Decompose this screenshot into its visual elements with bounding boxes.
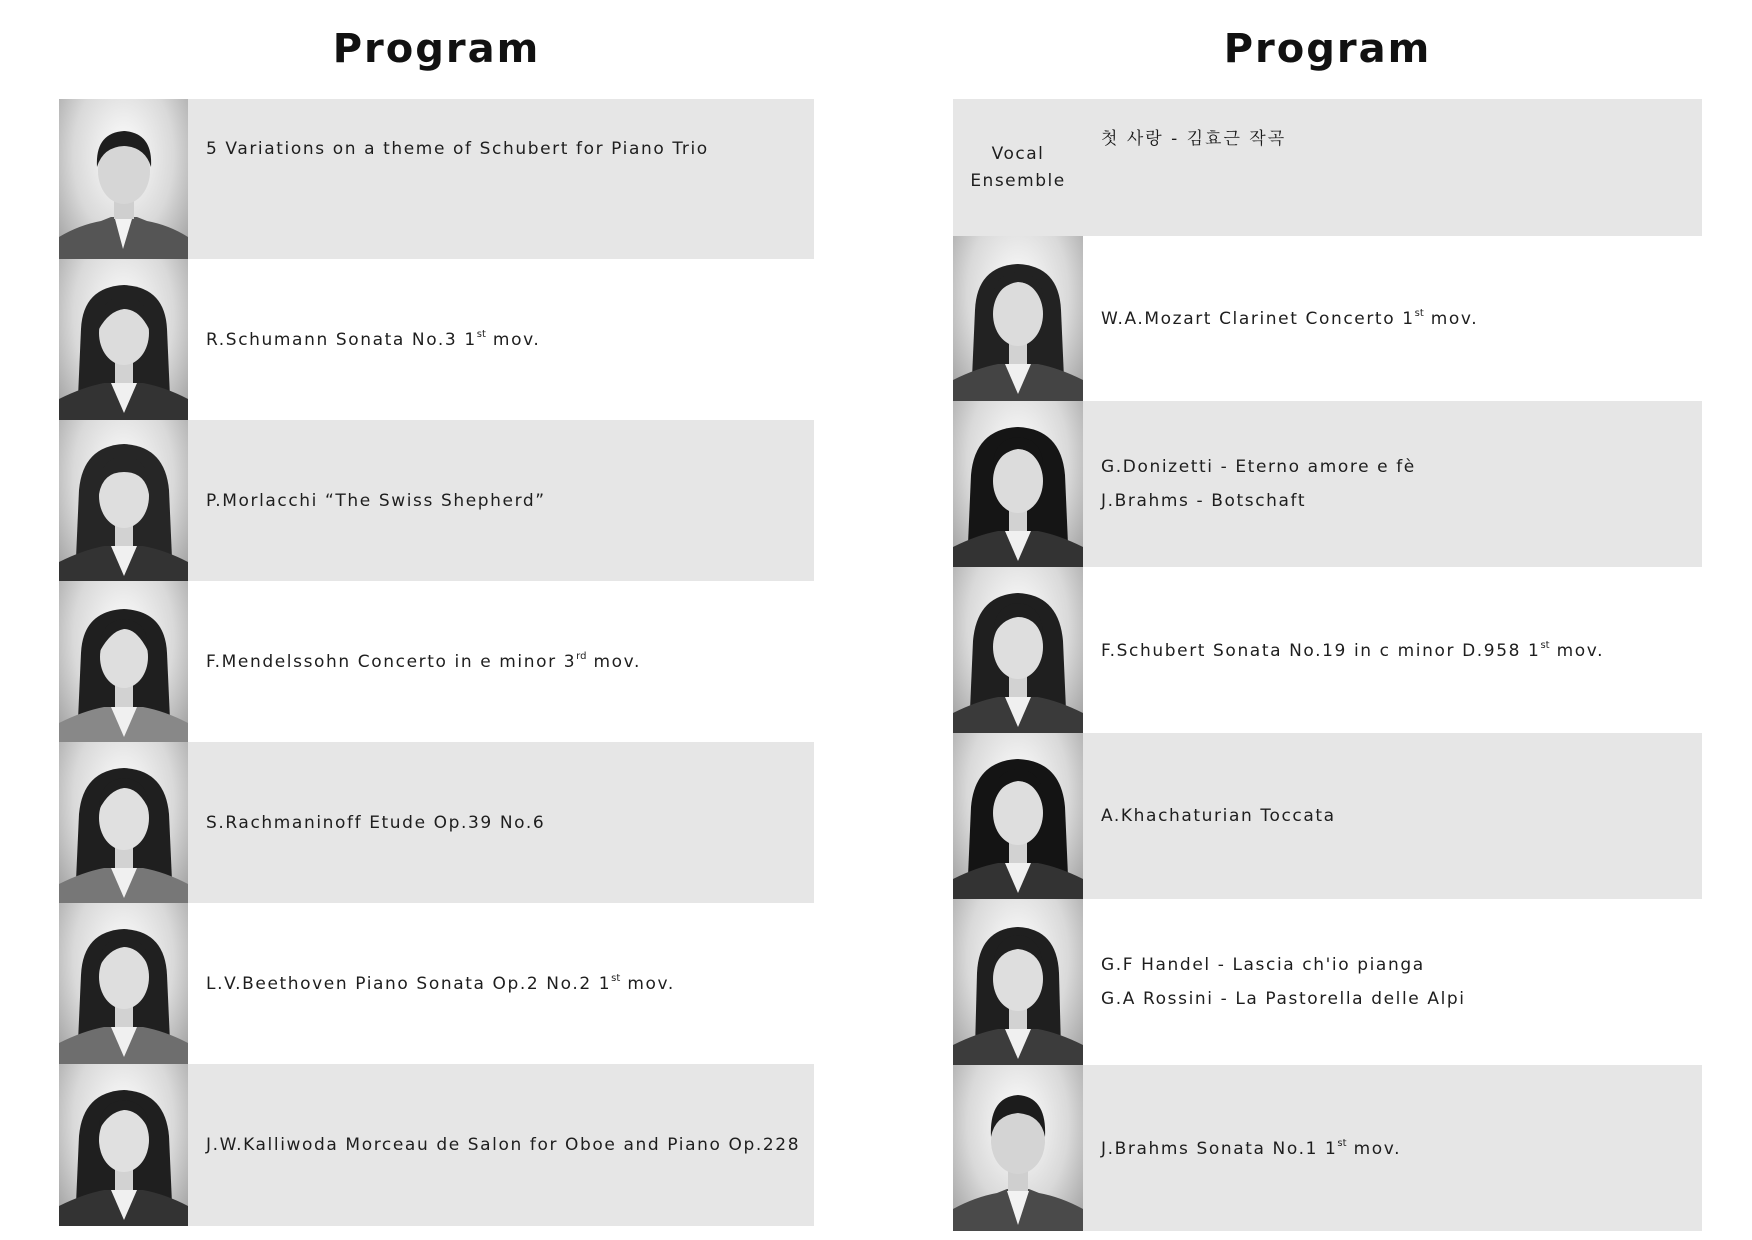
piece-title: A.Khachaturian Toccata <box>1101 806 1336 826</box>
performer-photo <box>59 99 188 259</box>
piece-title: 첫 사랑 - 김효근 작곡 <box>1101 129 1287 149</box>
right-page-title: Program <box>1223 26 1432 72</box>
ordinal-suffix: st <box>476 329 486 340</box>
movement-suffix: mov. <box>485 330 541 350</box>
piece-title: G.A Rossini - La Pastorella delle Alpi <box>1101 989 1466 1009</box>
performer-photo <box>59 742 188 903</box>
piece-title: S.Rachmaninoff Etude Op.39 No.6 <box>206 812 546 833</box>
program-text <box>1083 567 1702 733</box>
program-row-vocal-ensemble <box>953 99 1702 236</box>
program-row <box>953 236 1702 401</box>
ordinal-suffix: st <box>1337 1137 1347 1149</box>
performer-photo <box>59 581 188 742</box>
program-text <box>1083 733 1702 899</box>
program-text <box>1083 236 1702 401</box>
piece-title: G.F Handel - Lascia ch'io pianga <box>1101 955 1425 975</box>
program-row <box>59 742 814 903</box>
ordinal-suffix: st <box>1540 639 1550 651</box>
program-text <box>188 259 814 420</box>
performer-photo <box>59 1064 188 1226</box>
left-program-list <box>59 99 814 1226</box>
piece-title: 5 Variations on a theme of Schubert for Piano Trio <box>206 139 709 159</box>
program-row <box>59 259 814 420</box>
program-row <box>953 899 1702 1065</box>
program-row <box>953 401 1702 567</box>
movement-suffix: mov. <box>1423 309 1479 329</box>
performer-photo <box>953 733 1083 899</box>
program-text <box>1083 899 1702 1065</box>
ensemble-label-line: Ensemble <box>970 170 1066 191</box>
program-row <box>59 903 814 1064</box>
program-row <box>59 581 814 742</box>
performer-photo <box>59 903 188 1064</box>
piece-title: G.Donizetti - Eterno amore e fè <box>1101 457 1416 477</box>
movement-suffix: mov. <box>1346 1138 1402 1159</box>
performer-photo <box>953 401 1083 567</box>
piece-title: J.Brahms Sonata No.1 1 <box>1101 1138 1338 1159</box>
program-text <box>1083 1065 1702 1231</box>
piece-title: P.Morlacchi “The Swiss Shepherd” <box>206 490 546 511</box>
performer-photo <box>59 420 188 581</box>
program-text <box>188 420 814 581</box>
piece-title: J.W.Kalliwoda Morceau de Salon for Oboe and Piano Op.228 <box>206 1135 801 1155</box>
program-row <box>953 567 1702 733</box>
ordinal-suffix: rd <box>576 651 587 662</box>
piece-title: J.Brahms - Botschaft <box>1101 491 1307 511</box>
program-row <box>953 1065 1702 1231</box>
performer-photo <box>953 567 1083 733</box>
program-row <box>59 99 814 259</box>
left-page-title: Program <box>332 26 541 72</box>
program-row <box>953 733 1702 899</box>
program-text <box>188 1064 814 1226</box>
performer-photo <box>953 1065 1083 1231</box>
program-text <box>188 99 814 259</box>
ensemble-label <box>953 99 1083 236</box>
ensemble-label-line: Vocal <box>991 143 1045 164</box>
movement-suffix: mov. <box>620 974 675 994</box>
ordinal-suffix: st <box>611 973 621 984</box>
movement-suffix: mov. <box>586 652 641 672</box>
piece-title: F.Schubert Sonata No.19 in c minor D.958 1 <box>1101 640 1541 661</box>
program-row <box>59 420 814 581</box>
program-text <box>1083 401 1702 567</box>
program-text <box>188 742 814 903</box>
ordinal-suffix: st <box>1414 308 1424 319</box>
performer-photo <box>953 236 1083 401</box>
piece-title: L.V.Beethoven Piano Sonata Op.2 No.2 1 <box>206 974 612 994</box>
right-program-list <box>953 99 1702 1231</box>
program-text <box>188 581 814 742</box>
performer-photo <box>59 259 188 420</box>
program-row <box>59 1064 814 1226</box>
program-text <box>1083 99 1702 236</box>
program-text <box>188 903 814 1064</box>
performer-photo <box>953 899 1083 1065</box>
movement-suffix: mov. <box>1549 640 1605 661</box>
piece-title: R.Schumann Sonata No.3 1 <box>206 330 477 350</box>
piece-title: F.Mendelssohn Concerto in e minor 3 <box>206 652 577 672</box>
piece-title: W.A.Mozart Clarinet Concerto 1 <box>1101 309 1415 329</box>
